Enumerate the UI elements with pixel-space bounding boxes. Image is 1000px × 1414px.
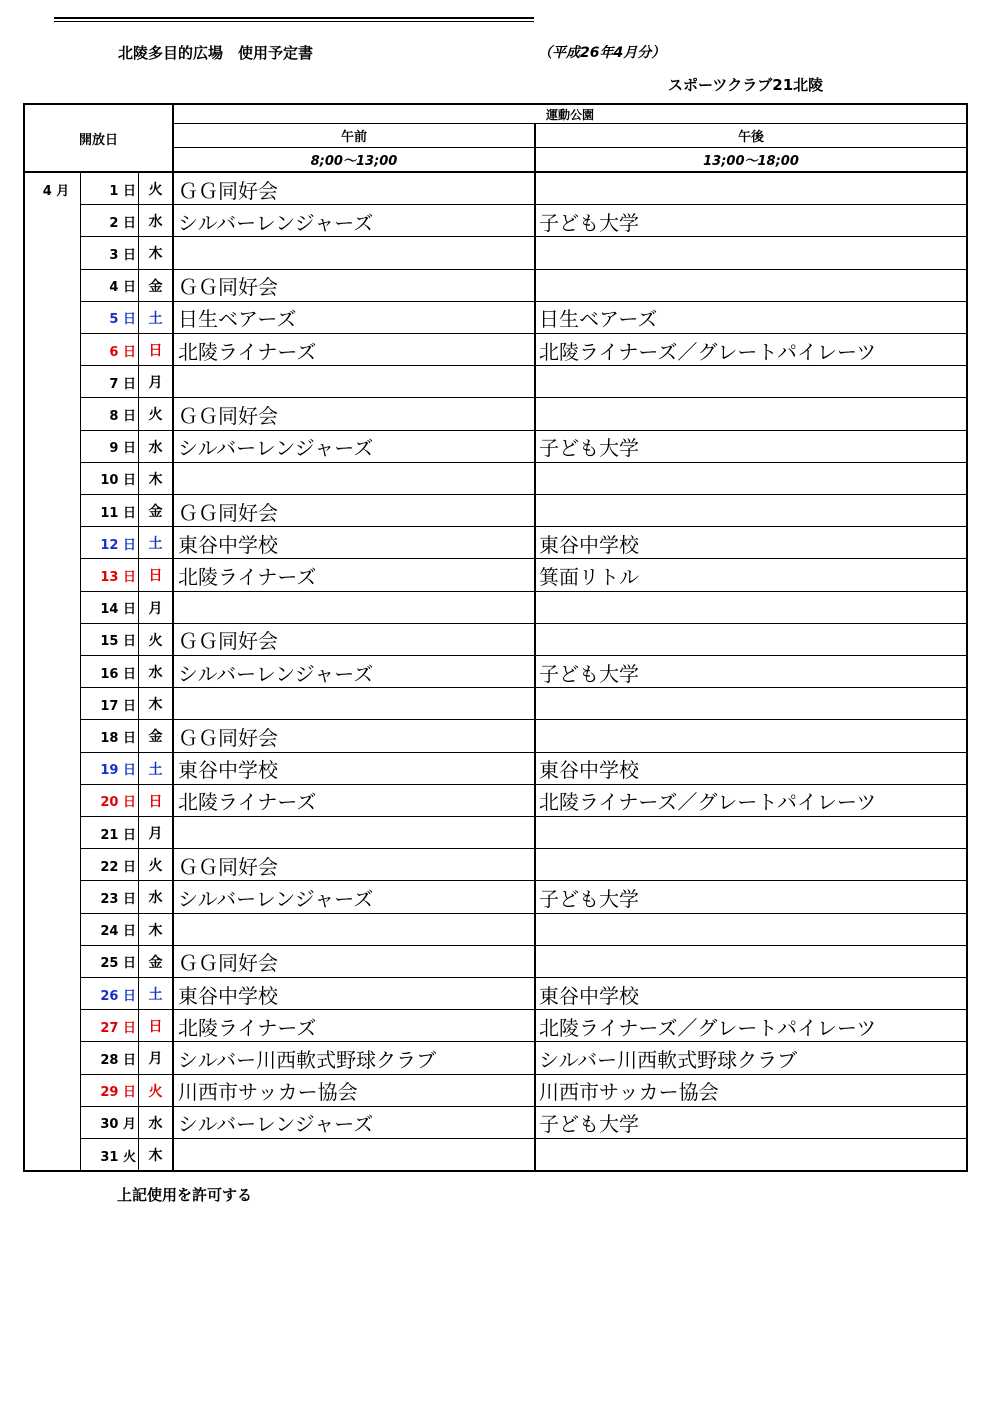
weekday-cell: 火 (148, 407, 163, 424)
weekday-cell: 火 (148, 182, 163, 198)
am-booking-cell: 東谷中学校 (178, 983, 278, 1008)
am-booking-cell: ＧＧ同好会 (178, 854, 278, 879)
weekday-cell: 金 (148, 278, 163, 295)
pm-booking-cell: 北陵ライナーズ／グレートパイレーツ (539, 1015, 877, 1040)
am-booking-cell: ＧＧ同好会 (178, 403, 278, 428)
weekday-cell: 水 (148, 890, 163, 907)
table-row (25, 1010, 966, 1042)
day-cell: 23 日 (100, 891, 136, 907)
day-cell: 11 日 (100, 505, 136, 521)
weekday-cell: 火 (148, 858, 163, 875)
am-booking-cell: 北陵ライナーズ (178, 790, 317, 815)
day-cell: 13 日 (100, 569, 136, 585)
am-booking-cell: シルバー川西軟式野球クラブ (178, 1047, 437, 1072)
table-row (25, 205, 966, 237)
am-booking-cell: ＧＧ同好会 (178, 178, 278, 203)
weekday-cell: 日 (148, 1019, 163, 1036)
day-cell: 20 日 (100, 795, 136, 811)
pm-booking-cell: 子ども大学 (539, 436, 639, 461)
day-cell: 14 日 (100, 602, 136, 618)
approval-note: 上記使用を許可する (117, 1186, 253, 1204)
weekday-cell: 木 (148, 1148, 163, 1164)
table-row (25, 978, 966, 1010)
am-booking-cell: シルバーレンジャーズ (178, 886, 374, 911)
weekday-cell: 日 (148, 343, 163, 359)
am-booking-cell: ＧＧ同好会 (178, 500, 278, 525)
am-booking-cell: 日生ベアーズ (178, 307, 297, 332)
day-cell: 7 日 (109, 376, 136, 392)
organization-name: スポーツクラブ21北陵 (668, 76, 824, 94)
table-row (25, 753, 966, 785)
table-row (25, 817, 966, 849)
open-day-header: 開放日 (78, 132, 118, 148)
table-row (25, 1107, 966, 1139)
day-cell: 30 月 (100, 1117, 136, 1133)
day-cell: 29 日 (100, 1085, 136, 1101)
pm-booking-cell: 東谷中学校 (539, 758, 639, 783)
day-cell: 25 日 (100, 956, 136, 972)
table-row (25, 1139, 966, 1171)
pm-booking-cell: 日生ベアーズ (539, 307, 658, 332)
pm-booking-cell: 東谷中学校 (539, 532, 639, 557)
day-cell: 24 日 (100, 924, 136, 940)
table-row (25, 1075, 966, 1107)
day-cell: 9 日 (109, 441, 136, 457)
table-row (25, 656, 966, 688)
top-rule (54, 17, 534, 22)
day-cell: 3 日 (109, 247, 136, 263)
am-booking-cell: 川西市サッカー協会 (178, 1080, 358, 1105)
am-booking-cell: シルバーレンジャーズ (178, 1112, 374, 1137)
am-booking-cell: 北陵ライナーズ (178, 339, 317, 364)
table-row (25, 946, 966, 978)
day-cell: 5 日 (109, 312, 136, 328)
day-cell: 31 火 (100, 1149, 136, 1165)
weekday-cell: 木 (148, 697, 163, 714)
am-booking-cell: 東谷中学校 (178, 758, 278, 783)
day-cell: 4 日 (109, 280, 136, 296)
weekday-cell: 金 (148, 729, 163, 746)
day-cell: 12 日 (100, 537, 136, 553)
day-cell: 8 日 (109, 408, 136, 424)
weekday-cell: 月 (148, 826, 163, 842)
document-period: （平成26年4月分） (538, 45, 666, 61)
am-booking-cell: ＧＧ同好会 (178, 951, 278, 976)
weekday-cell: 水 (148, 439, 163, 456)
day-cell: 26 日 (100, 988, 136, 1004)
am-booking-cell: 北陵ライナーズ (178, 1015, 317, 1040)
pm-booking-cell: 子ども大学 (539, 1112, 639, 1137)
table-row (25, 302, 966, 334)
day-cell: 2 日 (109, 215, 136, 231)
day-cell: 22 日 (100, 859, 136, 875)
weekday-cell: 土 (148, 536, 163, 553)
table-row (25, 237, 966, 269)
document-title: 北陵多目的広場 使用予定書 (118, 44, 314, 62)
am-booking-cell: 北陵ライナーズ (178, 564, 317, 589)
weekday-cell: 月 (148, 375, 163, 392)
day-cell: 16 日 (100, 666, 136, 682)
table-row (25, 1042, 966, 1074)
table-row (25, 527, 966, 559)
weekday-cell: 日 (148, 793, 163, 810)
table-row (25, 398, 966, 430)
pm-booking-cell: 北陵ライナーズ／グレートパイレーツ (539, 790, 877, 815)
am-booking-cell: ＧＧ同好会 (178, 629, 278, 654)
am-header: 午前 (340, 130, 367, 145)
weekday-cell: 木 (148, 922, 163, 939)
table-row (25, 270, 966, 302)
weekday-cell: 水 (148, 665, 163, 681)
table-row (25, 495, 966, 527)
pm-booking-cell: 子ども大学 (539, 886, 639, 911)
table-row (25, 914, 966, 946)
weekday-cell: 月 (148, 1051, 163, 1068)
weekday-cell: 日 (148, 568, 163, 585)
day-cell: 21 日 (100, 827, 136, 843)
table-row (25, 463, 966, 495)
weekday-cell: 水 (148, 214, 163, 231)
pm-booking-cell: 子ども大学 (539, 210, 639, 235)
weekday-cell: 火 (148, 632, 163, 649)
day-cell: 19 日 (100, 763, 136, 779)
day-cell: 17 日 (100, 698, 136, 714)
pm-header: 午後 (737, 130, 764, 145)
table-row (25, 881, 966, 913)
table-row (25, 624, 966, 656)
weekday-cell: 月 (148, 600, 163, 617)
weekday-cell: 土 (148, 761, 163, 778)
weekday-cell: 木 (148, 246, 163, 263)
table-row (25, 559, 966, 591)
pm-booking-cell: 川西市サッカー協会 (539, 1080, 719, 1105)
weekday-cell: 土 (148, 310, 163, 327)
am-booking-cell: シルバーレンジャーズ (178, 436, 374, 461)
table-row (25, 173, 966, 205)
weekday-cell: 木 (148, 471, 163, 488)
weekday-cell: 火 (148, 1083, 163, 1100)
table-row (25, 334, 966, 366)
venue-header: 運動公園 (545, 107, 594, 122)
weekday-cell: 土 (148, 987, 163, 1003)
table-row (25, 431, 966, 463)
am-booking-cell: シルバーレンジャーズ (178, 210, 374, 235)
am-booking-cell: シルバーレンジャーズ (178, 661, 374, 686)
pm-booking-cell: 箕面リトル (539, 564, 639, 589)
table-row (25, 849, 966, 881)
table-row (25, 720, 966, 752)
pm-booking-cell: 東谷中学校 (539, 983, 639, 1008)
day-cell: 18 日 (100, 730, 136, 746)
pm-booking-cell: シルバー川西軟式野球クラブ (539, 1047, 798, 1072)
weekday-cell: 金 (148, 954, 163, 971)
table-row (25, 592, 966, 624)
table-row (25, 688, 966, 720)
weekday-cell: 金 (148, 504, 163, 520)
day-cell: 27 日 (100, 1020, 136, 1036)
am-booking-cell: ＧＧ同好会 (178, 275, 278, 300)
weekday-cell: 水 (148, 1115, 163, 1132)
pm-booking-cell: 北陵ライナーズ／グレートパイレーツ (539, 339, 877, 364)
schedule-table (23, 103, 968, 1172)
am-time: 8;00～13;00 (310, 154, 398, 169)
pm-booking-cell: 子ども大学 (539, 661, 639, 686)
day-cell: 1 日 (109, 183, 136, 199)
pm-time: 13;00～18;00 (703, 154, 799, 169)
am-booking-cell: ＧＧ同好会 (178, 725, 278, 750)
day-cell: 28 日 (100, 1052, 136, 1068)
table-row (25, 785, 966, 817)
table-row (25, 366, 966, 398)
am-booking-cell: 東谷中学校 (178, 532, 278, 557)
day-cell: 10 日 (100, 473, 136, 489)
day-cell: 6 日 (109, 344, 136, 360)
month-cell: 4 月 (42, 183, 70, 199)
day-cell: 15 日 (100, 634, 136, 650)
